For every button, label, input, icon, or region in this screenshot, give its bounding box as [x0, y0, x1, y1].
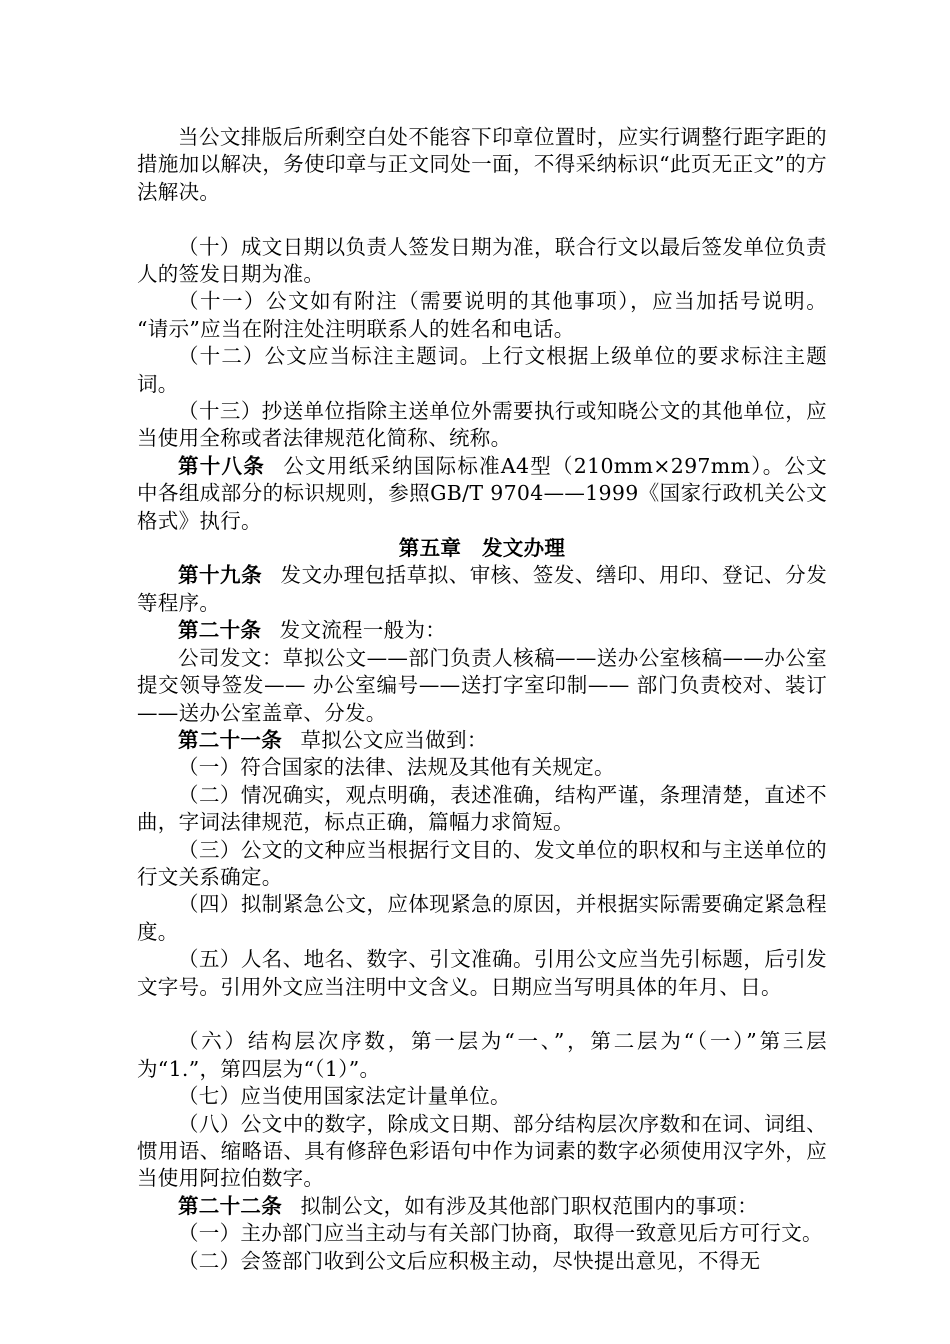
paragraph [137, 1111, 827, 1193]
paragraph-text: （七）应当使用国家法定计量单位。 [178, 1084, 511, 1109]
paragraph [137, 1028, 827, 1083]
article-20 [137, 617, 827, 644]
paragraph-text: 草拟公文应当做到： [300, 727, 488, 752]
article-22 [137, 1193, 827, 1220]
paragraph [137, 398, 827, 453]
paragraph-text: 发文流程一般为： [279, 618, 447, 643]
paragraph [137, 782, 827, 837]
paragraph [137, 891, 827, 946]
article-19 [137, 562, 827, 617]
paragraph-text: （八）公文中的数字，除成文日期、部分结构层次序数和在词、词组、惯用语、缩略语、具有修辞色彩语句中作为词素的数字必须使用汉字外，应当使用阿拉伯数字。 [137, 1111, 827, 1191]
paragraph-text: （十一）公文如有附注（需要说明的其他事项），应当加括号说明。 “请示”应当在附注处注明联系人的姓名和电话。 [137, 289, 827, 341]
paragraph-text: 拟制公文，如有涉及其他部门职权范围内的事项： [300, 1193, 759, 1218]
paragraph-text: （二）情况确实，观点明确，表述准确，结构严谨，条理清楚，直述不曲，字词法律规范，标点正确，篇幅力求简短。 [137, 782, 827, 835]
paragraph-text: 当公文排版后所剩空白处不能容下印章位置时，应实行调整行距字距的措施加以解决，务使印章与正文同处一面，不得采纳标识“此页无正文”的方法解决。 [137, 125, 827, 204]
paragraph-text: 公司发文：草拟公文——部门负责人核稿——送办公室核稿——办公室提交领导签发—— 办公室编号——送打字室印制—— 部门负责校对、装订——送办公室盖章、分发。 [137, 645, 827, 725]
paragraph-text: （六）结构层次序数，第一层为“一、”，第二层为“（一）”第三层为“1.”，第四层为“（1）”。 [137, 1029, 827, 1081]
paragraph-text: 公文用纸采纳国际标准A4型（210mm×297mm）。公文中各组成部分的标识规则，参照GB/T 9704——1999《国家行政机关公文格式》执行。 [137, 453, 827, 533]
paragraph-text: （二）会签部门收到公文后应积极主动，尽快提出意见，不得无 [178, 1248, 761, 1273]
paragraph-text: （三）公文的文种应当根据行文目的、发文单位的职权和与主送单位的行文关系确定。 [137, 837, 827, 889]
paragraph-text: （十三）抄送单位指除主送单位外需要执行或知晓公文的其他单位，应当使用全称或者法律规范化简称、统称。 [137, 399, 827, 451]
paragraph [137, 1083, 827, 1110]
paragraph-text: （十二）公文应当标注主题词。上行文根据上级单位的要求标注主题词。 [137, 344, 827, 396]
paragraph-text: （十）成文日期以负责人签发日期为准，联合行文以最后签发单位负责人的签发日期为准。 [137, 234, 827, 287]
article-label: 第十八条 [178, 453, 265, 478]
paragraph [137, 1220, 827, 1247]
paragraph-text: 发文办理包括草拟、审核、签发、缮印、用印、登记、分发等程序。 [137, 563, 827, 615]
article-label: 第二十条 [178, 618, 262, 643]
paragraph [137, 124, 827, 206]
paragraph-text: （五）人名、地名、数字、引文准确。引用公文应当先引标题，后引发文字号。引用外文应当注明中文含义。日期应当写明具体的年月、日。 [137, 947, 827, 999]
chapter-heading: 第五章 发文办理 [398, 536, 566, 561]
paragraph [137, 946, 827, 1001]
paragraph [137, 288, 827, 343]
article-label: 第十九条 [178, 563, 263, 588]
paragraph-text: （一）主办部门应当主动与有关部门协商，取得一致意见后方可行文。 [178, 1221, 823, 1246]
article-18 [137, 453, 827, 535]
paragraph [137, 754, 827, 781]
article-21 [137, 727, 827, 754]
paragraph [137, 837, 827, 892]
document-page [137, 124, 827, 1275]
paragraph-text: （四）拟制紧急公文，应体现紧急的原因，并根据实际需要确定紧急程度。 [137, 892, 827, 944]
article-label: 第二十一条 [178, 727, 282, 752]
paragraph [137, 234, 827, 289]
paragraph [137, 343, 827, 398]
paragraph-text: （一）符合国家的法律、法规及其他有关规定。 [178, 755, 615, 780]
paragraph [137, 1248, 827, 1275]
article-label: 第二十二条 [178, 1193, 282, 1218]
paragraph [137, 645, 827, 727]
